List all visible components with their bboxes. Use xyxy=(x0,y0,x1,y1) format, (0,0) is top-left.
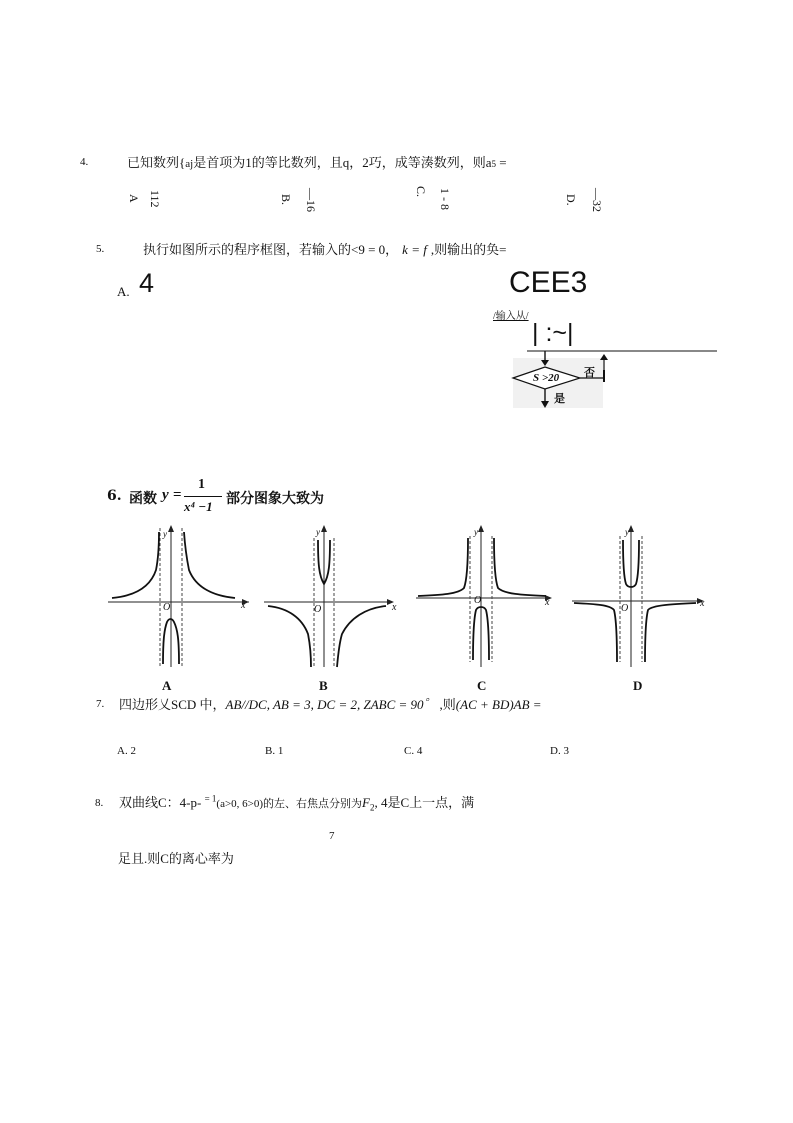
q4-option-a-label: A xyxy=(127,194,141,203)
graph-b xyxy=(260,522,400,672)
q4-number: 4. xyxy=(80,156,89,168)
q8-line1-sup: = 1 xyxy=(204,793,217,804)
q5-stem-a: 执行如图所示的程序框图，若输入的<9 = 0， xyxy=(143,242,399,257)
q4-option-a-value: 112 xyxy=(148,190,162,208)
graph-c-label: C xyxy=(477,678,487,693)
q6-fraction-bar xyxy=(184,496,222,497)
q6-stem-a: 函数 xyxy=(129,492,157,507)
q8-line1-sub: 2 xyxy=(370,802,375,813)
q4-option-c-label: C. xyxy=(414,186,428,198)
q6-eq: = xyxy=(173,487,182,503)
q5-answer-value: 4 xyxy=(139,268,155,298)
graph-a-label: A xyxy=(162,678,172,693)
graph-a-x: x xyxy=(241,600,246,611)
q7-stem-c: ,则 xyxy=(439,697,456,712)
graph-c xyxy=(412,522,558,672)
graph-d-o: O xyxy=(621,603,629,614)
q8-number: 8. xyxy=(95,797,104,809)
q7-stem-d: (AC + BD)AB = xyxy=(455,697,542,712)
q7-option-c: C. 4 xyxy=(404,745,423,757)
q7-option-a: A. 2 xyxy=(117,745,136,757)
q4-option-b-label: B. xyxy=(279,194,293,206)
q7-number: 7. xyxy=(96,698,105,710)
q6-numerator: 1 xyxy=(198,477,205,492)
q5-stem xyxy=(143,239,506,258)
graph-d-y: y xyxy=(625,527,629,537)
flow-input-label: /输入从/ xyxy=(493,311,529,322)
q5-stem-c: ,则输出的奂= xyxy=(430,242,507,257)
q4-stem-b: aj xyxy=(185,158,194,170)
q4-stem-a: 已知数列{ xyxy=(127,155,186,170)
q7-stem-a: 四边形乂SCD 中， xyxy=(119,697,226,712)
q8-line1 xyxy=(119,792,474,813)
flow-yes: 是 xyxy=(554,393,565,405)
graph-c-o: O xyxy=(474,595,482,606)
graph-b-y: y xyxy=(316,527,320,537)
q8-line1-b: (a>0, 6>0)的左、右焦点分别为 xyxy=(216,798,363,810)
q7-stem-b: AB//DC, AB = 3, DC = 2, ZABC = 90゜ xyxy=(225,697,437,712)
graph-a-y: y xyxy=(163,529,167,539)
q4-option-d-label: D. xyxy=(564,194,578,206)
flow-box-text: | :~| xyxy=(532,319,574,347)
q7-option-b: B. 1 xyxy=(265,745,284,757)
q8-line1-c: F xyxy=(362,795,370,810)
graph-a xyxy=(104,522,254,672)
graph-d-label: D xyxy=(633,678,643,693)
q6-stem-b: 部分图象大致为 xyxy=(226,492,324,507)
q4-option-b-value: —16 xyxy=(304,188,318,212)
flow-title: CEE3 xyxy=(509,266,588,299)
q6-denominator: x⁴ −1 xyxy=(184,499,213,514)
q7-stem xyxy=(119,694,542,713)
q6-number: 6. xyxy=(107,488,122,504)
graph-a-o: O xyxy=(163,602,171,613)
q8-line1-a: 双曲线C：4-p- xyxy=(119,795,205,810)
q4-stem-e: = xyxy=(495,155,507,170)
q6-y: y xyxy=(162,487,169,503)
graph-c-y: y xyxy=(474,527,478,537)
q4-stem-sub: 5 xyxy=(491,159,496,169)
graph-b-x: x xyxy=(392,602,397,613)
q5-answer-label: A. xyxy=(117,284,130,299)
flow-no: 否 xyxy=(584,367,595,379)
graph-d xyxy=(568,522,710,672)
graph-b-o: O xyxy=(314,604,322,615)
q8-line2: 足且.则C的离心率为 xyxy=(118,851,234,866)
q5-stem-b: k = f xyxy=(402,242,427,257)
flow-condition: S >20 xyxy=(533,372,560,384)
graph-d-x: x xyxy=(700,598,705,609)
graph-b-label: B xyxy=(319,678,328,693)
q4-option-d-value: —32 xyxy=(590,188,604,212)
q5-number: 5. xyxy=(96,243,105,255)
q7-option-d: D. 3 xyxy=(550,745,569,757)
q8-line1-d: , 4是C上一点，满 xyxy=(374,795,475,810)
q4-stem-c: 是首项为1的等比数列，且q，2巧，成等湊数列，则a xyxy=(193,155,492,170)
graph-c-x: x xyxy=(545,597,550,608)
q8-mid-number: 7 xyxy=(329,830,335,842)
q4-option-c-value: 1 - 8 xyxy=(438,188,452,210)
q4-stem xyxy=(127,152,507,171)
